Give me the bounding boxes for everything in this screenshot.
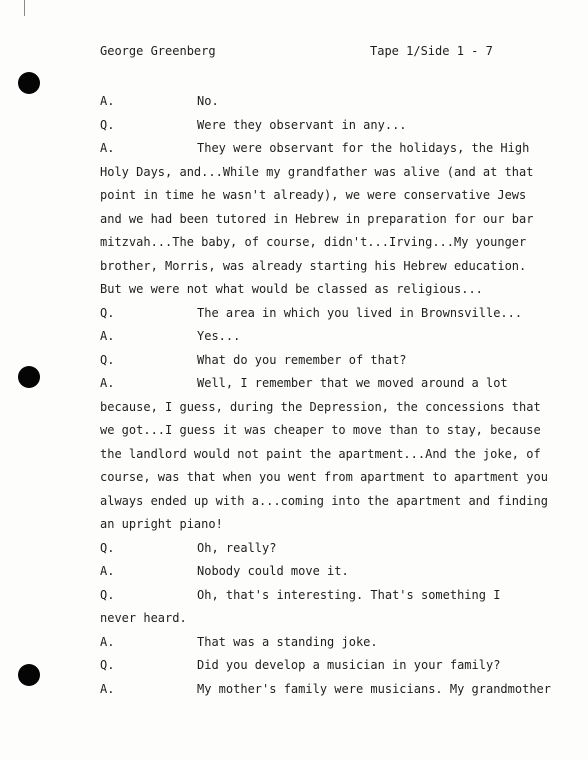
- transcript-line: [0, 349, 588, 373]
- speaker-label: Q.: [100, 352, 115, 367]
- utterance-continuation: never heard.: [100, 611, 187, 625]
- utterance-text: What do you remember of that?: [197, 352, 407, 367]
- speaker-label: A.: [100, 564, 115, 578]
- utterance-continuation: But we were not what would be classed as religious...: [100, 282, 483, 296]
- utterance-continuation: an upright piano!: [100, 517, 223, 531]
- utterance-text: That was a standing joke.: [197, 634, 378, 649]
- transcript-line: [0, 466, 588, 490]
- utterance-text: No.: [197, 94, 219, 108]
- utterance-continuation: point in time he wasn't already), we were conservative Jews: [100, 188, 527, 202]
- transcript-line: [0, 278, 588, 302]
- transcript-line: [0, 490, 588, 514]
- transcript-line: [0, 255, 588, 279]
- speaker-label: A.: [100, 634, 115, 649]
- header-interviewee-name: George Greenberg: [100, 44, 216, 58]
- utterance-text: Oh, that's interesting. That's something I: [197, 587, 501, 602]
- speaker-label: A.: [100, 329, 115, 343]
- transcript-line: [0, 325, 588, 349]
- utterance-text: Oh, really?: [197, 540, 277, 555]
- speaker-label: A.: [100, 141, 115, 155]
- transcript-line: [0, 372, 588, 396]
- speaker-label: Q.: [100, 117, 115, 132]
- utterance-text: Nobody could move it.: [197, 564, 349, 578]
- utterance-continuation: course, was that when you went from apartment to apartment you: [100, 470, 548, 484]
- transcript-line: [0, 513, 588, 537]
- utterance-continuation: we got...I guess it was cheaper to move than to stay, because: [100, 423, 541, 437]
- header-tape-page: Tape 1/Side 1 - 7: [370, 44, 493, 58]
- speaker-label: Q.: [100, 540, 115, 555]
- utterance-continuation: Holy Days, and...While my grandfather was alive (and at that: [100, 164, 534, 179]
- transcript-body: [0, 90, 588, 701]
- utterance-text: The area in which you lived in Brownsville...: [197, 305, 523, 320]
- transcript-line: [0, 537, 588, 561]
- utterance-text: Were they observant in any...: [197, 117, 407, 132]
- transcript-line: [0, 396, 588, 420]
- utterance-text: Well, I remember that we moved around a lot: [197, 376, 508, 390]
- utterance-text: My mother's family were musicians. My grandmother: [197, 681, 552, 696]
- transcript-line: [0, 607, 588, 631]
- transcript-line: [0, 678, 588, 702]
- speaker-label: Q.: [100, 658, 115, 672]
- page-edge-mark: [24, 0, 25, 16]
- utterance-continuation: brother, Morris, was already starting his Hebrew education.: [100, 258, 527, 273]
- utterance-text: Yes...: [197, 329, 241, 343]
- speaker-label: Q.: [100, 587, 115, 602]
- transcript-line: [0, 208, 588, 232]
- transcript-line: [0, 302, 588, 326]
- utterance-text: They were observant for the holidays, the High: [197, 141, 530, 155]
- speaker-label: A.: [100, 681, 115, 696]
- transcript-line: [0, 137, 588, 161]
- transcript-line: [0, 114, 588, 138]
- speaker-label: A.: [100, 94, 115, 108]
- utterance-text: Did you develop a musician in your family?: [197, 658, 501, 672]
- transcript-line: [0, 419, 588, 443]
- speaker-label: Q.: [100, 305, 115, 320]
- transcript-line: [0, 584, 588, 608]
- transcript-line: [0, 654, 588, 678]
- transcript-line: [0, 631, 588, 655]
- speaker-label: A.: [100, 376, 115, 390]
- utterance-continuation: because, I guess, during the Depression, the concessions that: [100, 399, 541, 414]
- utterance-continuation: always ended up with a...coming into the apartment and finding: [100, 493, 548, 508]
- transcript-line: [0, 560, 588, 584]
- transcript-line: [0, 443, 588, 467]
- transcript-line: [0, 231, 588, 255]
- utterance-continuation: mitzvah...The baby, of course, didn't...Irving...My younger: [100, 235, 527, 249]
- transcript-line: [0, 161, 588, 185]
- utterance-continuation: and we had been tutored in Hebrew in preparation for our bar: [100, 211, 534, 226]
- transcript-line: [0, 184, 588, 208]
- transcript-line: [0, 90, 588, 114]
- utterance-continuation: the landlord would not paint the apartment...And the joke, of: [100, 446, 541, 461]
